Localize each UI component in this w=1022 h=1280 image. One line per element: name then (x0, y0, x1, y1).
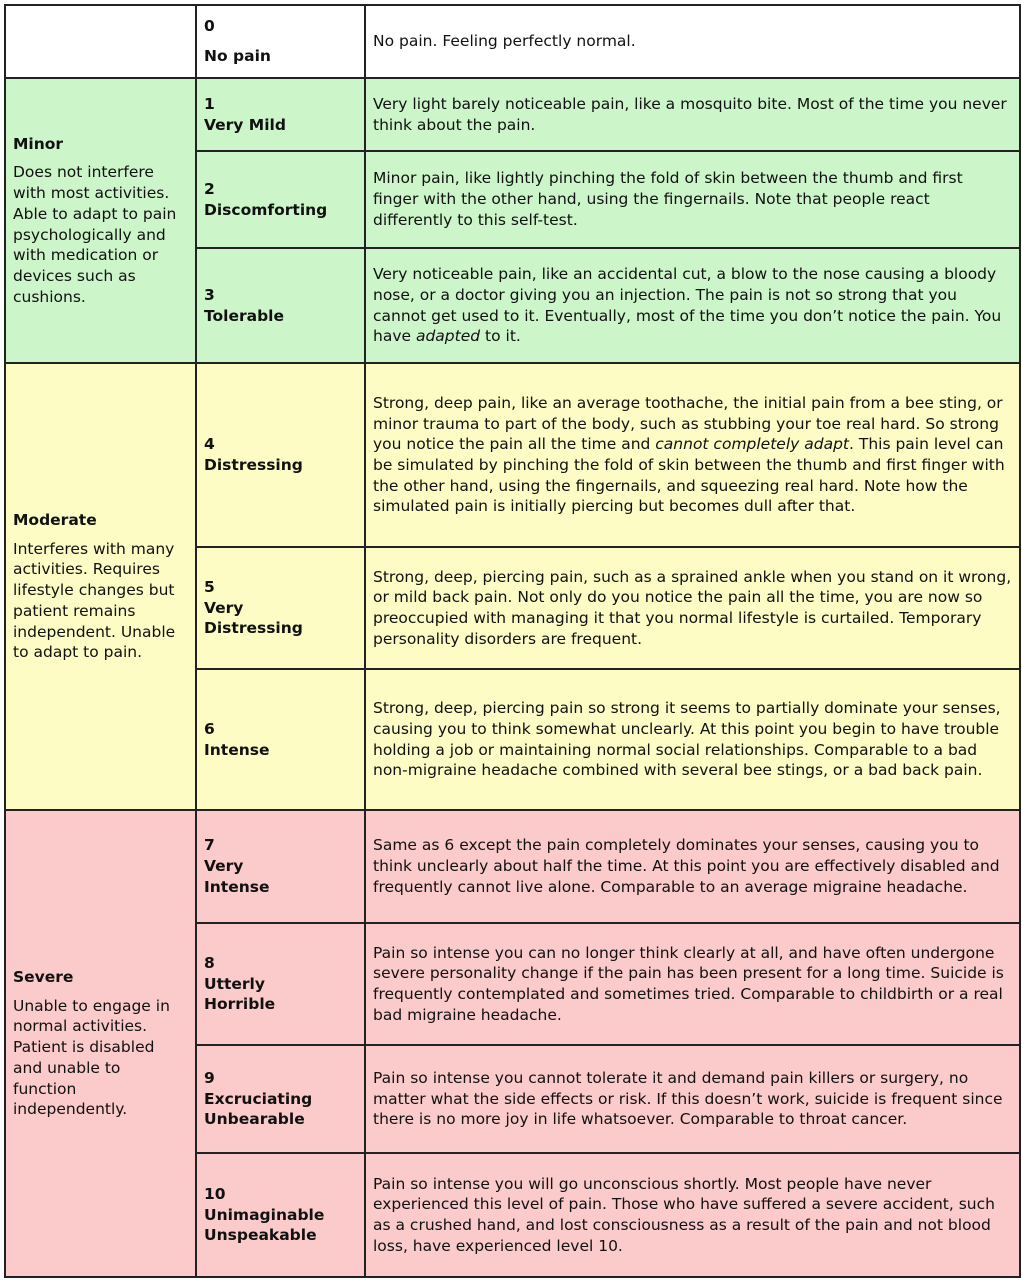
level-description: Strong, deep, piercing pain so strong it seems to partially dominate your senses, causing you to think somewhat unclearly. At this point you begin to have trouble holding a job or maintaining normal social relationships. Comparable to a bad non-migraine headache combined with several bee stings, or a bad back pain. (365, 669, 1020, 810)
level-number: 5 (204, 577, 215, 596)
level-name-line: Utterly (204, 974, 265, 993)
level-number: 2 (204, 179, 215, 198)
description-text: Very noticeable pain, like an accidental cut, a blow to the nose causing a bloody nose, or a doctor giving you an injection. The pain is not so strong that you cannot get used to it. Eventually, most of the time you don’t notice the pain. You have (373, 265, 1002, 346)
category-minor (5, 78, 196, 363)
category-severe (5, 810, 196, 1277)
level-name: Distressing (204, 456, 303, 474)
category-description: Interferes with many activities. Requires lifestyle changes but patient remains independent. Unable to adapt to pain. (13, 539, 176, 662)
table-row (5, 363, 1020, 547)
category-moderate (5, 363, 196, 810)
category-description: Unable to engage in normal activities. Patient is disabled and unable to function independently. (13, 996, 170, 1119)
level-cell (196, 923, 365, 1045)
level-description: Very light barely noticeable pain, like a mosquito bite. Most of the time you never think about the pain. (365, 78, 1020, 151)
level-number: 9 (204, 1068, 215, 1087)
category-title: Severe (13, 968, 74, 987)
level-name-line: Very (204, 857, 244, 876)
level-cell (196, 547, 365, 669)
level-description (365, 363, 1020, 547)
category-description: Does not interfere with most activities. Able to adapt to pain psychologically and with medication or devices such as cushions. (13, 163, 177, 306)
level-name-line: Very (204, 598, 244, 617)
pain-scale-table (4, 4, 1021, 1278)
description-text: to it. (480, 327, 521, 346)
category-empty-cell (5, 5, 196, 78)
level-cell (196, 1153, 365, 1277)
level-cell (196, 78, 365, 151)
level-name: Very Mild (204, 115, 286, 134)
level-name: Discomforting (204, 200, 328, 219)
level-cell (196, 5, 365, 78)
level-cell (196, 248, 365, 363)
description-text: . This pain level can be simulated by pinching the fold of skin between the thumb and first finger with the other hand, using the fingernails, and squeezing real hard. Note how the simulated pain is initially piercing but becomes dull after that. (373, 435, 1005, 516)
description-emphasis: cannot completely adapt (655, 435, 849, 454)
category-title: Moderate (13, 511, 97, 530)
level-cell (196, 363, 365, 547)
level-name-line: Unbearable (204, 1110, 305, 1129)
level-number: 4 (204, 435, 215, 454)
level-description: Strong, deep, piercing pain, such as a sprained ankle when you stand on it wrong, or mild back pain. Not only do you notice the pain all the time, you are now so preoccupied with managing it that you normal lifestyle is curtailed. Temporary personality disorders are frequent. (365, 547, 1020, 669)
level-name-line: Intense (204, 877, 270, 896)
level-cell (196, 151, 365, 248)
level-number: 3 (204, 285, 215, 304)
level-description: Same as 6 except the pain completely dominates your senses, causing you to think unclearly about half the time. At this point you are effectively disabled and frequently cannot live alone. Comparable to an average migraine headache. (365, 810, 1020, 923)
level-description: No pain. Feeling perfectly normal. (365, 5, 1020, 78)
level-name: Intense (204, 740, 270, 759)
level-number: 0 (204, 17, 215, 36)
level-description: Minor pain, like lightly pinching the fold of skin between the thumb and first finger with the other hand, using the fingernails. Note that people react differently to this self-test. (365, 151, 1020, 248)
level-cell (196, 810, 365, 923)
table-row (5, 78, 1020, 151)
level-number: 1 (204, 94, 215, 113)
level-description: Pain so intense you will go unconscious shortly. Most people have never experienced this level of pain. Those who have suffered a severe accident, such as a crushed hand, and lost consciousness as a result of the pain and not blood loss, have experienced level 10. (365, 1153, 1020, 1277)
level-name: No pain (204, 47, 271, 65)
level-description: Pain so intense you can no longer think clearly at all, and have often undergone severe personality change if the pain has been present for a long time. Suicide is frequently contemplated and sometimes tried. Comparable to childbirth or a real bad migraine headache. (365, 923, 1020, 1045)
description-text: Strong, deep pain, like an average toothache, the initial pain from a bee sting, or minor trauma to part of the body, such as stubbing your toe real hard. So strong you notice the pain all the time and (373, 393, 1003, 454)
level-description: Pain so intense you cannot tolerate it and demand pain killers or surgery, no matter what the side effects or risk. If this doesn’t work, suicide is frequent since there is no more joy in life whatsoever. Comparable to throat cancer. (365, 1045, 1020, 1153)
level-number: 6 (204, 719, 215, 738)
level-number: 7 (204, 836, 215, 855)
level-cell (196, 669, 365, 810)
level-name-line: Unspeakable (204, 1226, 317, 1245)
level-name: Tolerable (204, 306, 285, 325)
description-emphasis: adapted (415, 327, 481, 346)
level-name-line: Excruciating (204, 1089, 313, 1108)
level-number: 8 (204, 953, 215, 972)
table-row (5, 5, 1020, 78)
level-name-line: Horrible (204, 995, 276, 1014)
category-title: Minor (13, 134, 64, 153)
table-row (5, 810, 1020, 923)
level-name-line: Unimaginable (204, 1205, 325, 1224)
level-name-line: Distressing (204, 619, 303, 638)
level-cell (196, 1045, 365, 1153)
level-description (365, 248, 1020, 363)
level-number: 10 (204, 1184, 226, 1203)
